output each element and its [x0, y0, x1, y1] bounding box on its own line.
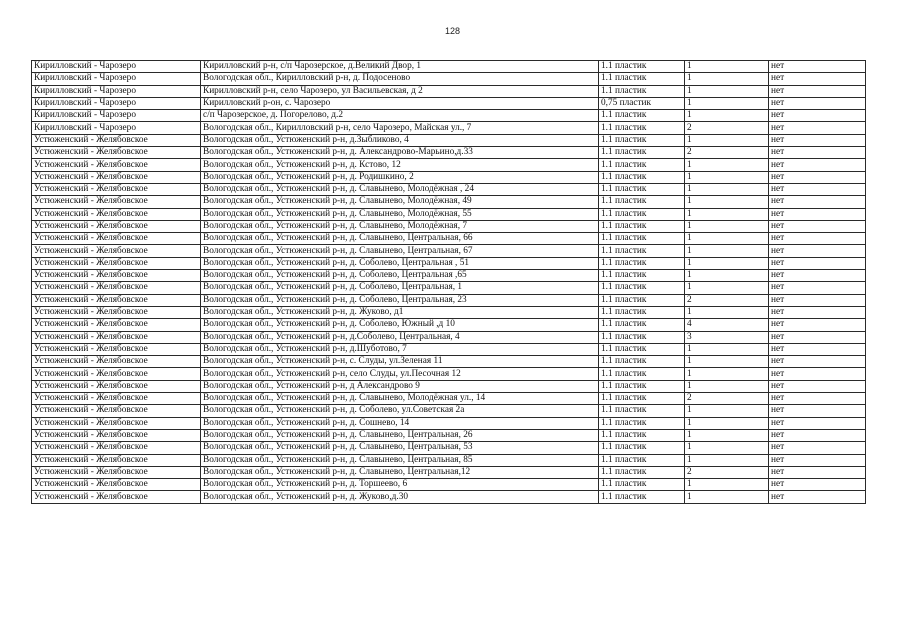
route-cell: Устюженский - Желябовское [32, 294, 201, 306]
table-row [32, 233, 866, 245]
route-cell: Устюженский - Желябовское [32, 491, 201, 503]
count-cell: 1 [685, 356, 769, 368]
count-cell: 1 [685, 257, 769, 269]
container-type-cell: 1.1 пластик [599, 294, 685, 306]
address-cell: Вологодская обл., Устюженский р-н, д. Славынево, Молодёжная , 24 [201, 183, 599, 195]
address-cell: Вологодская обл., Устюженский р-н, с. Слуды, ул.Зеленая 11 [201, 356, 599, 368]
count-cell: 1 [685, 97, 769, 109]
route-cell: Устюженский - Желябовское [32, 380, 201, 392]
container-type-cell: 1.1 пластик [599, 245, 685, 257]
route-cell: Устюженский - Желябовское [32, 183, 201, 195]
count-cell: 1 [685, 454, 769, 466]
address-cell: Вологодская обл., Устюженский р-н, д. Славынево, Молодёжная, 55 [201, 208, 599, 220]
route-cell: Устюженский - Желябовское [32, 171, 201, 183]
status-cell: нет [769, 454, 866, 466]
container-type-cell: 1.1 пластик [599, 270, 685, 282]
status-cell: нет [769, 319, 866, 331]
page-number: 128 [444, 26, 461, 36]
status-cell: нет [769, 196, 866, 208]
count-cell: 1 [685, 183, 769, 195]
container-type-cell: 1.1 пластик [599, 220, 685, 232]
container-type-cell: 1.1 пластик [599, 356, 685, 368]
table-row [32, 282, 866, 294]
table-row [32, 417, 866, 429]
status-cell: нет [769, 442, 866, 454]
status-cell: нет [769, 97, 866, 109]
status-cell: нет [769, 208, 866, 220]
count-cell: 1 [685, 220, 769, 232]
route-cell: Устюженский - Желябовское [32, 159, 201, 171]
table-row [32, 454, 866, 466]
status-cell: нет [769, 171, 866, 183]
route-cell: Устюженский - Желябовское [32, 356, 201, 368]
status-cell: нет [769, 306, 866, 318]
route-cell: Устюженский - Желябовское [32, 343, 201, 355]
container-type-cell: 1.1 пластик [599, 147, 685, 159]
container-type-cell: 1.1 пластик [599, 282, 685, 294]
route-cell: Кирилловский - Чарозеро [32, 122, 201, 134]
container-type-cell: 1.1 пластик [599, 331, 685, 343]
count-cell: 1 [685, 61, 769, 73]
address-cell: Вологодская обл., Устюженский р-н, д Александрово 9 [201, 380, 599, 392]
container-type-cell: 1.1 пластик [599, 122, 685, 134]
container-type-cell: 1.1 пластик [599, 380, 685, 392]
address-cell: Вологодская обл., Устюженский р-н, д. Соболево, Центральная ,65 [201, 270, 599, 282]
container-type-cell: 1.1 пластик [599, 466, 685, 478]
address-cell: Вологодская обл., Устюженский р-н, д. Александрово-Марьино,д.33 [201, 147, 599, 159]
route-cell: Устюженский - Желябовское [32, 306, 201, 318]
containers-table [31, 60, 866, 504]
container-type-cell: 1.1 пластик [599, 196, 685, 208]
count-cell: 1 [685, 110, 769, 122]
address-cell: Вологодская обл., Устюженский р-н, д. Славынево, Центральная, 53 [201, 442, 599, 454]
address-cell: с/п Чарозерское, д. Погорелово, д.2 [201, 110, 599, 122]
address-cell: Вологодская обл., Кирилловский р-н, д. Подосеново [201, 73, 599, 85]
address-cell: Вологодская обл., Устюженский р-н, д.Шуботово, 7 [201, 343, 599, 355]
route-cell: Кирилловский - Чарозеро [32, 97, 201, 109]
address-cell: Вологодская обл., Устюженский р-н, д. Соболево, Центральная, 23 [201, 294, 599, 306]
route-cell: Устюженский - Желябовское [32, 368, 201, 380]
address-cell: Вологодская обл., Устюженский р-н, д. Соболево, Центральная , 51 [201, 257, 599, 269]
route-cell: Кирилловский - Чарозеро [32, 73, 201, 85]
address-cell: Кирилловский р-он, с. Чарозеро [201, 97, 599, 109]
count-cell: 1 [685, 479, 769, 491]
count-cell: 1 [685, 282, 769, 294]
status-cell: нет [769, 331, 866, 343]
table-row [32, 466, 866, 478]
table-row [32, 257, 866, 269]
table-row [32, 122, 866, 134]
container-type-cell: 1.1 пластик [599, 134, 685, 146]
container-type-cell: 1.1 пластик [599, 61, 685, 73]
count-cell: 1 [685, 491, 769, 503]
route-cell: Устюженский - Желябовское [32, 479, 201, 491]
count-cell: 1 [685, 429, 769, 441]
table-row [32, 319, 866, 331]
count-cell: 1 [685, 343, 769, 355]
address-cell: Вологодская обл., Устюженский р-н, д. Славынево, Молодёжная ул., 14 [201, 393, 599, 405]
table-row [32, 393, 866, 405]
status-cell: нет [769, 282, 866, 294]
container-type-cell: 1.1 пластик [599, 454, 685, 466]
count-cell: 3 [685, 331, 769, 343]
address-cell: Вологодская обл., Устюженский р-н, д. Славынево, Центральная, 85 [201, 454, 599, 466]
count-cell: 2 [685, 393, 769, 405]
address-cell: Вологодская обл., Устюженский р-н, д. Славынево, Центральная, 67 [201, 245, 599, 257]
status-cell: нет [769, 405, 866, 417]
table-row [32, 159, 866, 171]
table-row [32, 491, 866, 503]
address-cell: Вологодская обл., Устюженский р-н, д. Славынево, Центральная,12 [201, 466, 599, 478]
address-cell: Вологодская обл., Устюженский р-н, село Слуды, ул.Песочная 12 [201, 368, 599, 380]
count-cell: 2 [685, 122, 769, 134]
address-cell: Вологодская обл., Устюженский р-н, д. Жуково,д.30 [201, 491, 599, 503]
container-type-cell: 1.1 пластик [599, 368, 685, 380]
address-cell: Вологодская обл., Устюженский р-н, д. Соболево, ул.Советская 2а [201, 405, 599, 417]
route-cell: Устюженский - Желябовское [32, 331, 201, 343]
address-cell: Вологодская обл., Устюженский р-н, д. Сошнево, 14 [201, 417, 599, 429]
status-cell: нет [769, 61, 866, 73]
route-cell: Устюженский - Желябовское [32, 270, 201, 282]
container-type-cell: 1.1 пластик [599, 257, 685, 269]
table-row [32, 442, 866, 454]
route-cell: Устюженский - Желябовское [32, 208, 201, 220]
status-cell: нет [769, 479, 866, 491]
address-cell: Кирилловский р-н, село Чарозеро, ул Васильевская, д 2 [201, 85, 599, 97]
container-type-cell: 1.1 пластик [599, 85, 685, 97]
table-body [32, 61, 866, 504]
container-type-cell: 1.1 пластик [599, 343, 685, 355]
container-type-cell: 1.1 пластик [599, 306, 685, 318]
table-row [32, 73, 866, 85]
status-cell: нет [769, 429, 866, 441]
table-row [32, 429, 866, 441]
address-cell: Вологодская обл., Устюженский р-н, д. Славынево, Молодёжная, 49 [201, 196, 599, 208]
container-type-cell: 1.1 пластик [599, 208, 685, 220]
count-cell: 4 [685, 319, 769, 331]
count-cell: 1 [685, 270, 769, 282]
count-cell: 1 [685, 442, 769, 454]
container-type-cell: 1.1 пластик [599, 319, 685, 331]
route-cell: Устюженский - Желябовское [32, 393, 201, 405]
route-cell: Кирилловский - Чарозеро [32, 110, 201, 122]
count-cell: 1 [685, 306, 769, 318]
route-cell: Устюженский - Желябовское [32, 405, 201, 417]
container-type-cell: 1.1 пластик [599, 183, 685, 195]
count-cell: 1 [685, 159, 769, 171]
table-row [32, 134, 866, 146]
table-row [32, 97, 866, 109]
route-cell: Устюженский - Желябовское [32, 233, 201, 245]
route-cell: Кирилловский - Чарозеро [32, 85, 201, 97]
route-cell: Устюженский - Желябовское [32, 429, 201, 441]
count-cell: 1 [685, 245, 769, 257]
table-row [32, 479, 866, 491]
container-type-cell: 1.1 пластик [599, 159, 685, 171]
container-type-cell: 1.1 пластик [599, 171, 685, 183]
route-cell: Устюженский - Желябовское [32, 220, 201, 232]
route-cell: Устюженский - Желябовское [32, 257, 201, 269]
status-cell: нет [769, 147, 866, 159]
table-row [32, 85, 866, 97]
route-cell: Устюженский - Желябовское [32, 245, 201, 257]
table-row [32, 270, 866, 282]
table-row [32, 343, 866, 355]
route-cell: Устюженский - Желябовское [32, 147, 201, 159]
status-cell: нет [769, 393, 866, 405]
status-cell: нет [769, 159, 866, 171]
table-row [32, 61, 866, 73]
status-cell: нет [769, 417, 866, 429]
status-cell: нет [769, 73, 866, 85]
table-row [32, 380, 866, 392]
container-type-cell: 1.1 пластик [599, 233, 685, 245]
container-type-cell: 1.1 пластик [599, 491, 685, 503]
route-cell: Устюженский - Желябовское [32, 196, 201, 208]
status-cell: нет [769, 220, 866, 232]
address-cell: Вологодская обл., Устюженский р-н, д. Кстово, 12 [201, 159, 599, 171]
status-cell: нет [769, 356, 866, 368]
address-cell: Вологодская обл., Устюженский р-н, д. Славынево, Молодёжная, 7 [201, 220, 599, 232]
status-cell: нет [769, 343, 866, 355]
container-type-cell: 1.1 пластик [599, 405, 685, 417]
address-cell: Вологодская обл., Устюженский р-н, д.Соболево, Центральная, 4 [201, 331, 599, 343]
count-cell: 1 [685, 417, 769, 429]
table-row [32, 368, 866, 380]
status-cell: нет [769, 245, 866, 257]
container-type-cell: 1.1 пластик [599, 73, 685, 85]
address-cell: Вологодская обл., Устюженский р-н, д.Зыбликово, 4 [201, 134, 599, 146]
container-type-cell: 1.1 пластик [599, 442, 685, 454]
route-cell: Устюженский - Желябовское [32, 417, 201, 429]
route-cell: Устюженский - Желябовское [32, 442, 201, 454]
table-row [32, 183, 866, 195]
count-cell: 1 [685, 233, 769, 245]
status-cell: нет [769, 110, 866, 122]
count-cell: 1 [685, 134, 769, 146]
route-cell: Устюженский - Желябовское [32, 134, 201, 146]
table-row [32, 331, 866, 343]
status-cell: нет [769, 85, 866, 97]
count-cell: 1 [685, 85, 769, 97]
count-cell: 1 [685, 405, 769, 417]
address-cell: Вологодская обл., Кирилловский р-н, село Чарозеро, Майская ул., 7 [201, 122, 599, 134]
count-cell: 1 [685, 73, 769, 85]
count-cell: 1 [685, 171, 769, 183]
count-cell: 1 [685, 196, 769, 208]
count-cell: 2 [685, 294, 769, 306]
container-type-cell: 1.1 пластик [599, 479, 685, 491]
table-row [32, 405, 866, 417]
table-row [32, 147, 866, 159]
table-row [32, 110, 866, 122]
table-row [32, 208, 866, 220]
table-row [32, 306, 866, 318]
status-cell: нет [769, 122, 866, 134]
container-type-cell: 1.1 пластик [599, 393, 685, 405]
status-cell: нет [769, 183, 866, 195]
address-cell: Кирилловский р-н, с/п Чарозерское, д.Великий Двор, 1 [201, 61, 599, 73]
status-cell: нет [769, 368, 866, 380]
route-cell: Устюженский - Желябовское [32, 454, 201, 466]
address-cell: Вологодская обл., Устюженский р-н, д. Славынево, Центральная, 66 [201, 233, 599, 245]
count-cell: 1 [685, 368, 769, 380]
container-type-cell: 1.1 пластик [599, 417, 685, 429]
status-cell: нет [769, 270, 866, 282]
count-cell: 1 [685, 208, 769, 220]
container-type-cell: 0,75 пластик [599, 97, 685, 109]
count-cell: 1 [685, 380, 769, 392]
table-row [32, 220, 866, 232]
table-row [32, 245, 866, 257]
status-cell: нет [769, 257, 866, 269]
address-cell: Вологодская обл., Устюженский р-н, д. Жуково, д1 [201, 306, 599, 318]
status-cell: нет [769, 380, 866, 392]
address-cell: Вологодская обл., Устюженский р-н, д. Славынево, Центральная, 26 [201, 429, 599, 441]
status-cell: нет [769, 491, 866, 503]
table-row [32, 294, 866, 306]
table-row [32, 171, 866, 183]
status-cell: нет [769, 294, 866, 306]
route-cell: Устюженский - Желябовское [32, 319, 201, 331]
container-type-cell: 1.1 пластик [599, 110, 685, 122]
container-type-cell: 1.1 пластик [599, 429, 685, 441]
table-row [32, 356, 866, 368]
address-cell: Вологодская обл., Устюженский р-н, д. Соболево, Южный ,д 10 [201, 319, 599, 331]
route-cell: Устюженский - Желябовское [32, 282, 201, 294]
address-cell: Вологодская обл., Устюженский р-н, д. Соболево, Центральная, 1 [201, 282, 599, 294]
count-cell: 2 [685, 466, 769, 478]
address-cell: Вологодская обл., Устюженский р-н, д. Торшеево, 6 [201, 479, 599, 491]
address-cell: Вологодская обл., Устюженский р-н, д. Родишкино, 2 [201, 171, 599, 183]
table-row [32, 196, 866, 208]
status-cell: нет [769, 134, 866, 146]
count-cell: 2 [685, 147, 769, 159]
status-cell: нет [769, 233, 866, 245]
route-cell: Кирилловский - Чарозеро [32, 61, 201, 73]
route-cell: Устюженский - Желябовское [32, 466, 201, 478]
status-cell: нет [769, 466, 866, 478]
